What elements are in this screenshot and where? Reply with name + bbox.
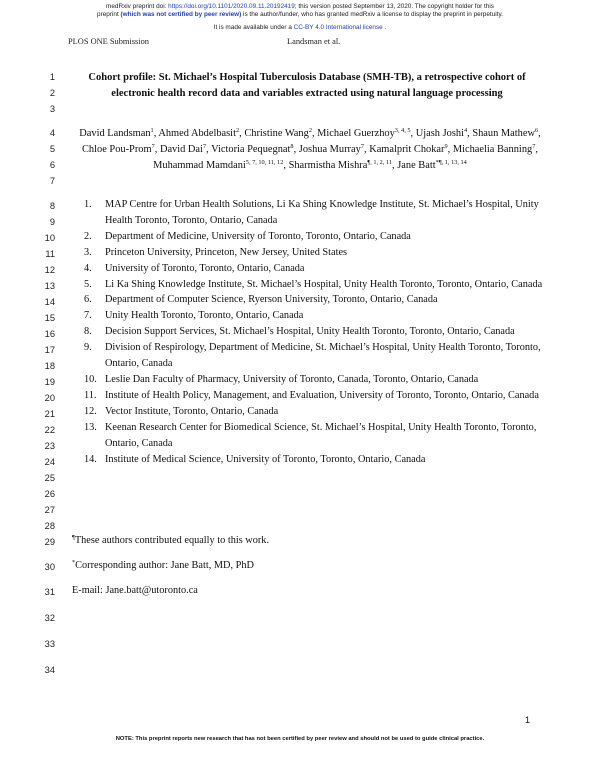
affiliation-item — [84, 404, 544, 420]
affiliation-item — [84, 340, 544, 372]
author-name: Michaelia Banning$^7$ — [452, 143, 536, 156]
line-number: 28 — [44, 521, 55, 531]
affiliation-number: 11. — [84, 389, 97, 401]
line-number: 32 — [44, 613, 55, 623]
affiliation-text: Department of Medicine, University of Toronto, Toronto, Ontario, Canada — [105, 230, 411, 242]
affiliation-item — [84, 452, 544, 468]
affiliation-number: 13. — [84, 421, 97, 433]
author-affiliation-marker: 4 — [463, 127, 468, 134]
author-name: Ujash Joshi$^4$ — [415, 127, 468, 139]
line-number: 31 — [44, 587, 55, 597]
line-number: 2 — [49, 88, 55, 98]
affiliation-text: Institute of Medical Science, University of Toronto, Toronto, Ontario, Canada — [105, 453, 426, 465]
affiliation-number: 5. — [84, 278, 92, 290]
affiliation-text: Department of Computer Science, Ryerson University, Toronto, Ontario, Canada — [105, 294, 438, 306]
corresponding-email: E-mail: Jane.batt@utoronto.ca — [72, 585, 198, 596]
line-number: 21 — [44, 409, 55, 419]
author-name: Christine Wang$^2$ — [244, 127, 312, 139]
affiliation-text: Leslie Dan Faculty of Pharmacy, University of Toronto, Canada, Toronto, Ontario, Canada — [105, 373, 479, 385]
author-list: David Landsman$^1$, Ahmed Abdelbasit$^2$, Christine Wang$^2$, Michael Guerzhoy$^{3, 4, 5}$, Ujash Joshi$^4$, Shaun Mathew$^6$, Chloe Pou-Prom$^7$, David Dai$^7$, Victoria Pequegnat$^8$, Joshua Murray$^7$, Kamalprit Chokar$^9$, Michaelia Banning$^7$, Muhammad Mamdani$^{5, 7, 10, 11, 12}$, Sharmistha Mishra$^{\P, 1, 2, 11}$, Jane Batt$^{*\P, 1, 13, 14}$ — [79, 127, 541, 172]
corresponding-author-note: *Corresponding author: Jane Batt, MD, PhD — [72, 559, 254, 571]
line-number: 20 — [44, 393, 55, 403]
affiliation-item — [84, 420, 544, 452]
author-name: Joshua Murray$^7$ — [298, 143, 364, 156]
line-number: 26 — [44, 489, 55, 499]
affiliation-item — [84, 245, 544, 261]
author-name: Michael Guerzhoy$^{3, 4, 5}$ — [317, 127, 411, 139]
affiliation-number: 6. — [84, 294, 92, 306]
affiliation-number: 4. — [84, 262, 92, 274]
affiliation-text: Decision Support Services, St. Michael’s Hospital, Unity Health Toronto, Toronto, Ontario, Canada — [105, 326, 515, 338]
author-affiliation-marker: 7 — [360, 143, 364, 151]
affiliation-text: Institute of Health Policy, Management, and Evaluation, University of Toronto, Toronto, Ontario, Canada — [105, 389, 539, 401]
affiliation-item — [84, 229, 544, 245]
affiliation-number: 8. — [84, 326, 92, 338]
line-number: 12 — [44, 265, 55, 275]
affiliation-list — [84, 197, 544, 467]
line-number: 5 — [49, 144, 55, 154]
author-name: Muhammad Mamdani$^{5, 7, 10, 11, 12}$ — [153, 159, 284, 172]
affiliation-item — [84, 261, 544, 277]
affiliation-number: 14. — [84, 453, 97, 465]
affiliation-item — [84, 308, 544, 324]
line-number: 24 — [44, 457, 55, 467]
affiliation-number: 10. — [84, 373, 97, 385]
preprint-disclaimer: NOTE: This preprint reports new research that has not been certified by peer review and should not be used to guide clinical practice. — [115, 736, 485, 742]
author-name: Sharmistha Mishra$^{\P, 1, 2, 11}$ — [288, 159, 393, 172]
license-line: It is made available under a CC-BY 4.0 International license . — [213, 24, 387, 31]
line-number: 33 — [44, 639, 55, 649]
line-number: 7 — [49, 176, 55, 186]
line-number: 17 — [44, 345, 55, 355]
line-number: 13 — [44, 281, 55, 291]
author-affiliation-marker: 9 — [444, 143, 448, 151]
author-affiliation-marker: 7 — [202, 143, 207, 151]
line-number: 9 — [49, 217, 55, 227]
affiliation-number: 9. — [84, 342, 92, 354]
line-number: 23 — [44, 441, 55, 451]
author-affiliation-marker: 2 — [235, 127, 240, 134]
preprint-banner-line-1: medRxiv preprint doi: https://doi.org/10.1101/2020.09.11.20192419; this version posted September 13, 2020. The copyright holder for this — [106, 3, 494, 10]
line-number: 27 — [44, 505, 55, 515]
line-number: 18 — [44, 361, 55, 371]
author-name: Ahmed Abdelbasit$^2$ — [158, 127, 240, 139]
author-affiliation-marker: ¶, 1, 2, 11 — [367, 159, 393, 167]
page-number: 1 — [525, 715, 531, 725]
author-affiliation-marker: *¶, 1, 13, 14 — [435, 159, 467, 167]
affiliation-number: 12. — [84, 405, 97, 417]
author-affiliation-marker: 5, 7, 10, 11, 12 — [245, 159, 284, 167]
affiliation-text: Li Ka Shing Knowledge Institute, St. Michael’s Hospital, Unity Health Toronto, Toronto, Ontario, Canada — [105, 278, 543, 290]
affiliation-number: 3. — [84, 246, 92, 258]
affiliation-text: Unity Health Toronto, Toronto, Ontario, Canada — [105, 310, 304, 322]
line-number: 30 — [44, 562, 55, 572]
affiliation-text: Division of Respirology, Department of Medicine, St. Michael’s Hospital, Unity Health Toronto, Toronto, Ontario, Canada — [105, 342, 541, 370]
line-number: 4 — [49, 128, 55, 138]
affiliation-number: 1. — [84, 199, 92, 210]
line-number: 3 — [49, 104, 55, 114]
line-number: 19 — [44, 377, 55, 387]
line-number: 1 — [49, 72, 55, 82]
line-number: 16 — [44, 329, 55, 339]
line-number: 6 — [49, 160, 55, 170]
affiliation-text: University of Toronto, Toronto, Ontario, Canada — [105, 262, 305, 274]
line-number: 34 — [44, 665, 55, 675]
affiliation-number: 7. — [84, 310, 92, 322]
author-name: Kamalprit Chokar$^9$ — [369, 143, 448, 156]
line-number: 8 — [49, 201, 55, 211]
line-number: 10 — [44, 233, 55, 243]
affiliation-text: MAP Centre for Urban Health Solutions, Li Ka Shing Knowledge Institute, St. Michael’s Hospital, Unity Health Toronto, Toronto, Ontario, Canada — [105, 199, 539, 226]
author-affiliation-marker: 1 — [150, 127, 154, 134]
author-name: Victoria Pequegnat$^8$ — [211, 143, 294, 156]
author-affiliation-marker: 3, 4, 5 — [394, 127, 411, 134]
author-affiliation-marker: 6 — [534, 127, 539, 134]
line-number: 29 — [44, 537, 55, 547]
doi-link[interactable]: https://doi.org/10.1101/2020.09.11.20192419 — [168, 3, 295, 10]
paper-title: Cohort profile: St. Michael’s Hospital Tuberculosis Database (SMH-TB), a retrospective cohort of electronic health record data and variables extracted using natural language processing — [88, 72, 526, 100]
affiliation-text: Keenan Research Center for Biomedical Science, St. Michael’s Hospital, Unity Health Toronto, Toronto, Ontario, Canada — [105, 421, 537, 449]
author-affiliation-marker: 2 — [308, 127, 312, 134]
line-number: 25 — [44, 473, 55, 483]
affiliation-item — [84, 372, 544, 388]
affiliation-number: 2. — [84, 230, 92, 242]
affiliation-text: Vector Institute, Toronto, Ontario, Canada — [105, 405, 279, 417]
author-affiliation-marker: 7 — [151, 143, 155, 151]
author-name: David Dai$^7$ — [159, 143, 207, 156]
line-number: 11 — [45, 249, 55, 259]
line-number: 15 — [44, 313, 55, 323]
running-head-journal: PLOS ONE Submission — [68, 37, 149, 46]
author-name: Chloe Pou-Prom$^7$ — [82, 143, 155, 156]
affiliation-item — [84, 277, 544, 293]
author-name: Jane Batt$^{*\P, 1, 13, 14}$ — [397, 159, 467, 172]
line-number: 22 — [44, 425, 55, 435]
line-number: 14 — [44, 297, 55, 307]
author-name: David Landsman$^1$ — [79, 127, 154, 139]
affiliation-text: Princeton University, Princeton, New Jersey, United States — [105, 246, 348, 258]
affiliation-item — [84, 324, 544, 340]
author-affiliation-marker: 7 — [532, 143, 536, 151]
affiliation-item — [84, 197, 544, 229]
affiliation-item — [84, 388, 544, 404]
affiliation-item — [84, 292, 544, 308]
author-name: Shaun Mathew$^6$ — [472, 127, 539, 139]
equal-contribution-note: ¶These authors contributed equally to this work. — [72, 534, 270, 546]
license-link[interactable]: CC-BY 4.0 International license — [293, 24, 383, 31]
preprint-banner-line-2: preprint (which was not certified by peer review) is the author/funder, who has granted medRxiv a license to display the preprint in perpetuity. — [97, 11, 503, 18]
author-affiliation-marker: 8 — [290, 143, 294, 151]
running-head-authors: Landsman et al. — [287, 37, 341, 46]
